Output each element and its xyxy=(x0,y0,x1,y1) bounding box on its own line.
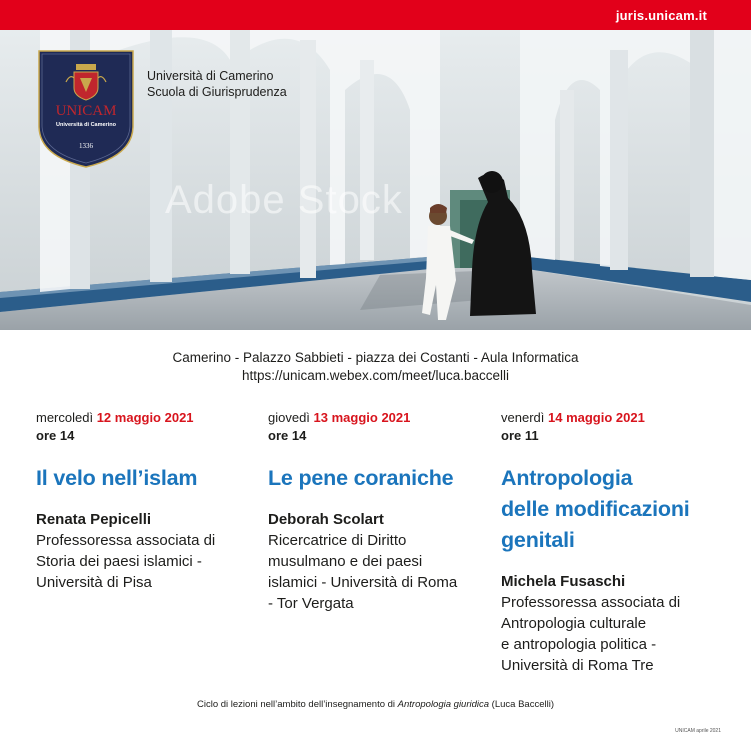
lecture-column xyxy=(268,409,498,614)
lecture-column xyxy=(501,409,731,676)
lecture-time: ore 14 xyxy=(36,428,75,443)
unicam-crest-icon xyxy=(36,48,136,170)
speaker-name: Michela Fusaschi xyxy=(501,573,626,590)
footer-prefix: Ciclo di lezioni nell’ambito dell’insegnamento di xyxy=(197,699,398,710)
speaker-role: Ricercatrice di Diritto musulmano e dei paesi islamici - Università di Roma - Tor Vergata xyxy=(268,532,458,612)
footer-note xyxy=(0,699,751,710)
badge-name: UNICAM xyxy=(55,103,117,119)
lecture-title: Il velo nell’islam xyxy=(36,466,198,490)
top-bar xyxy=(0,0,751,30)
badge-year: 1336 xyxy=(79,142,93,150)
school-line: Scuola di Giurisprudenza xyxy=(147,85,287,99)
lecture-date: 14 maggio 2021 xyxy=(548,410,645,425)
lecture-column xyxy=(36,409,266,593)
institution-name xyxy=(147,68,287,100)
lecture-weekday: venerdì xyxy=(501,410,545,425)
lecture-time: ore 14 xyxy=(268,428,307,443)
watermark-text: Adobe Stock xyxy=(165,178,403,222)
venue-block xyxy=(0,349,751,385)
badge-sub: Università di Camerino xyxy=(56,122,116,128)
lecture-date: 13 maggio 2021 xyxy=(313,410,411,425)
lecture-day xyxy=(268,409,498,427)
venue-place: Camerino - Palazzo Sabbieti - piazza dei Costanti - Aula Informatica xyxy=(172,350,579,365)
footer-suffix: (Luca Baccelli) xyxy=(489,699,554,710)
lecture-title: Le pene coraniche xyxy=(268,466,454,490)
speaker-name: Renata Pepicelli xyxy=(36,511,152,528)
credit-note: UNICAM aprile 2021 xyxy=(675,728,721,734)
lecture-day xyxy=(36,409,266,427)
university-line: Università di Camerino xyxy=(147,69,274,83)
footer-course: Antropologia giuridica xyxy=(397,699,490,710)
lecture-weekday: mercoledì xyxy=(36,410,94,425)
speaker-role: Professoressa associata di Storia dei paesi islamici - Università di Pisa xyxy=(36,532,216,591)
lecture-date: 12 maggio 2021 xyxy=(96,410,194,425)
speaker-role: Professoressa associata di Antropologia culturale e antropologia politica - Università di Roma Tre xyxy=(501,594,681,674)
lecture-day xyxy=(501,409,731,427)
lecture-time: ore 11 xyxy=(501,428,539,443)
speaker-name: Deborah Scolart xyxy=(268,511,384,528)
site-link[interactable]: juris.unicam.it xyxy=(615,8,707,23)
lecture-weekday: giovedì xyxy=(268,410,310,425)
lecture-title: Antropologia delle modificazioni genitali xyxy=(501,466,690,552)
webex-link[interactable]: https://unicam.webex.com/meet/luca.baccelli xyxy=(241,368,510,383)
